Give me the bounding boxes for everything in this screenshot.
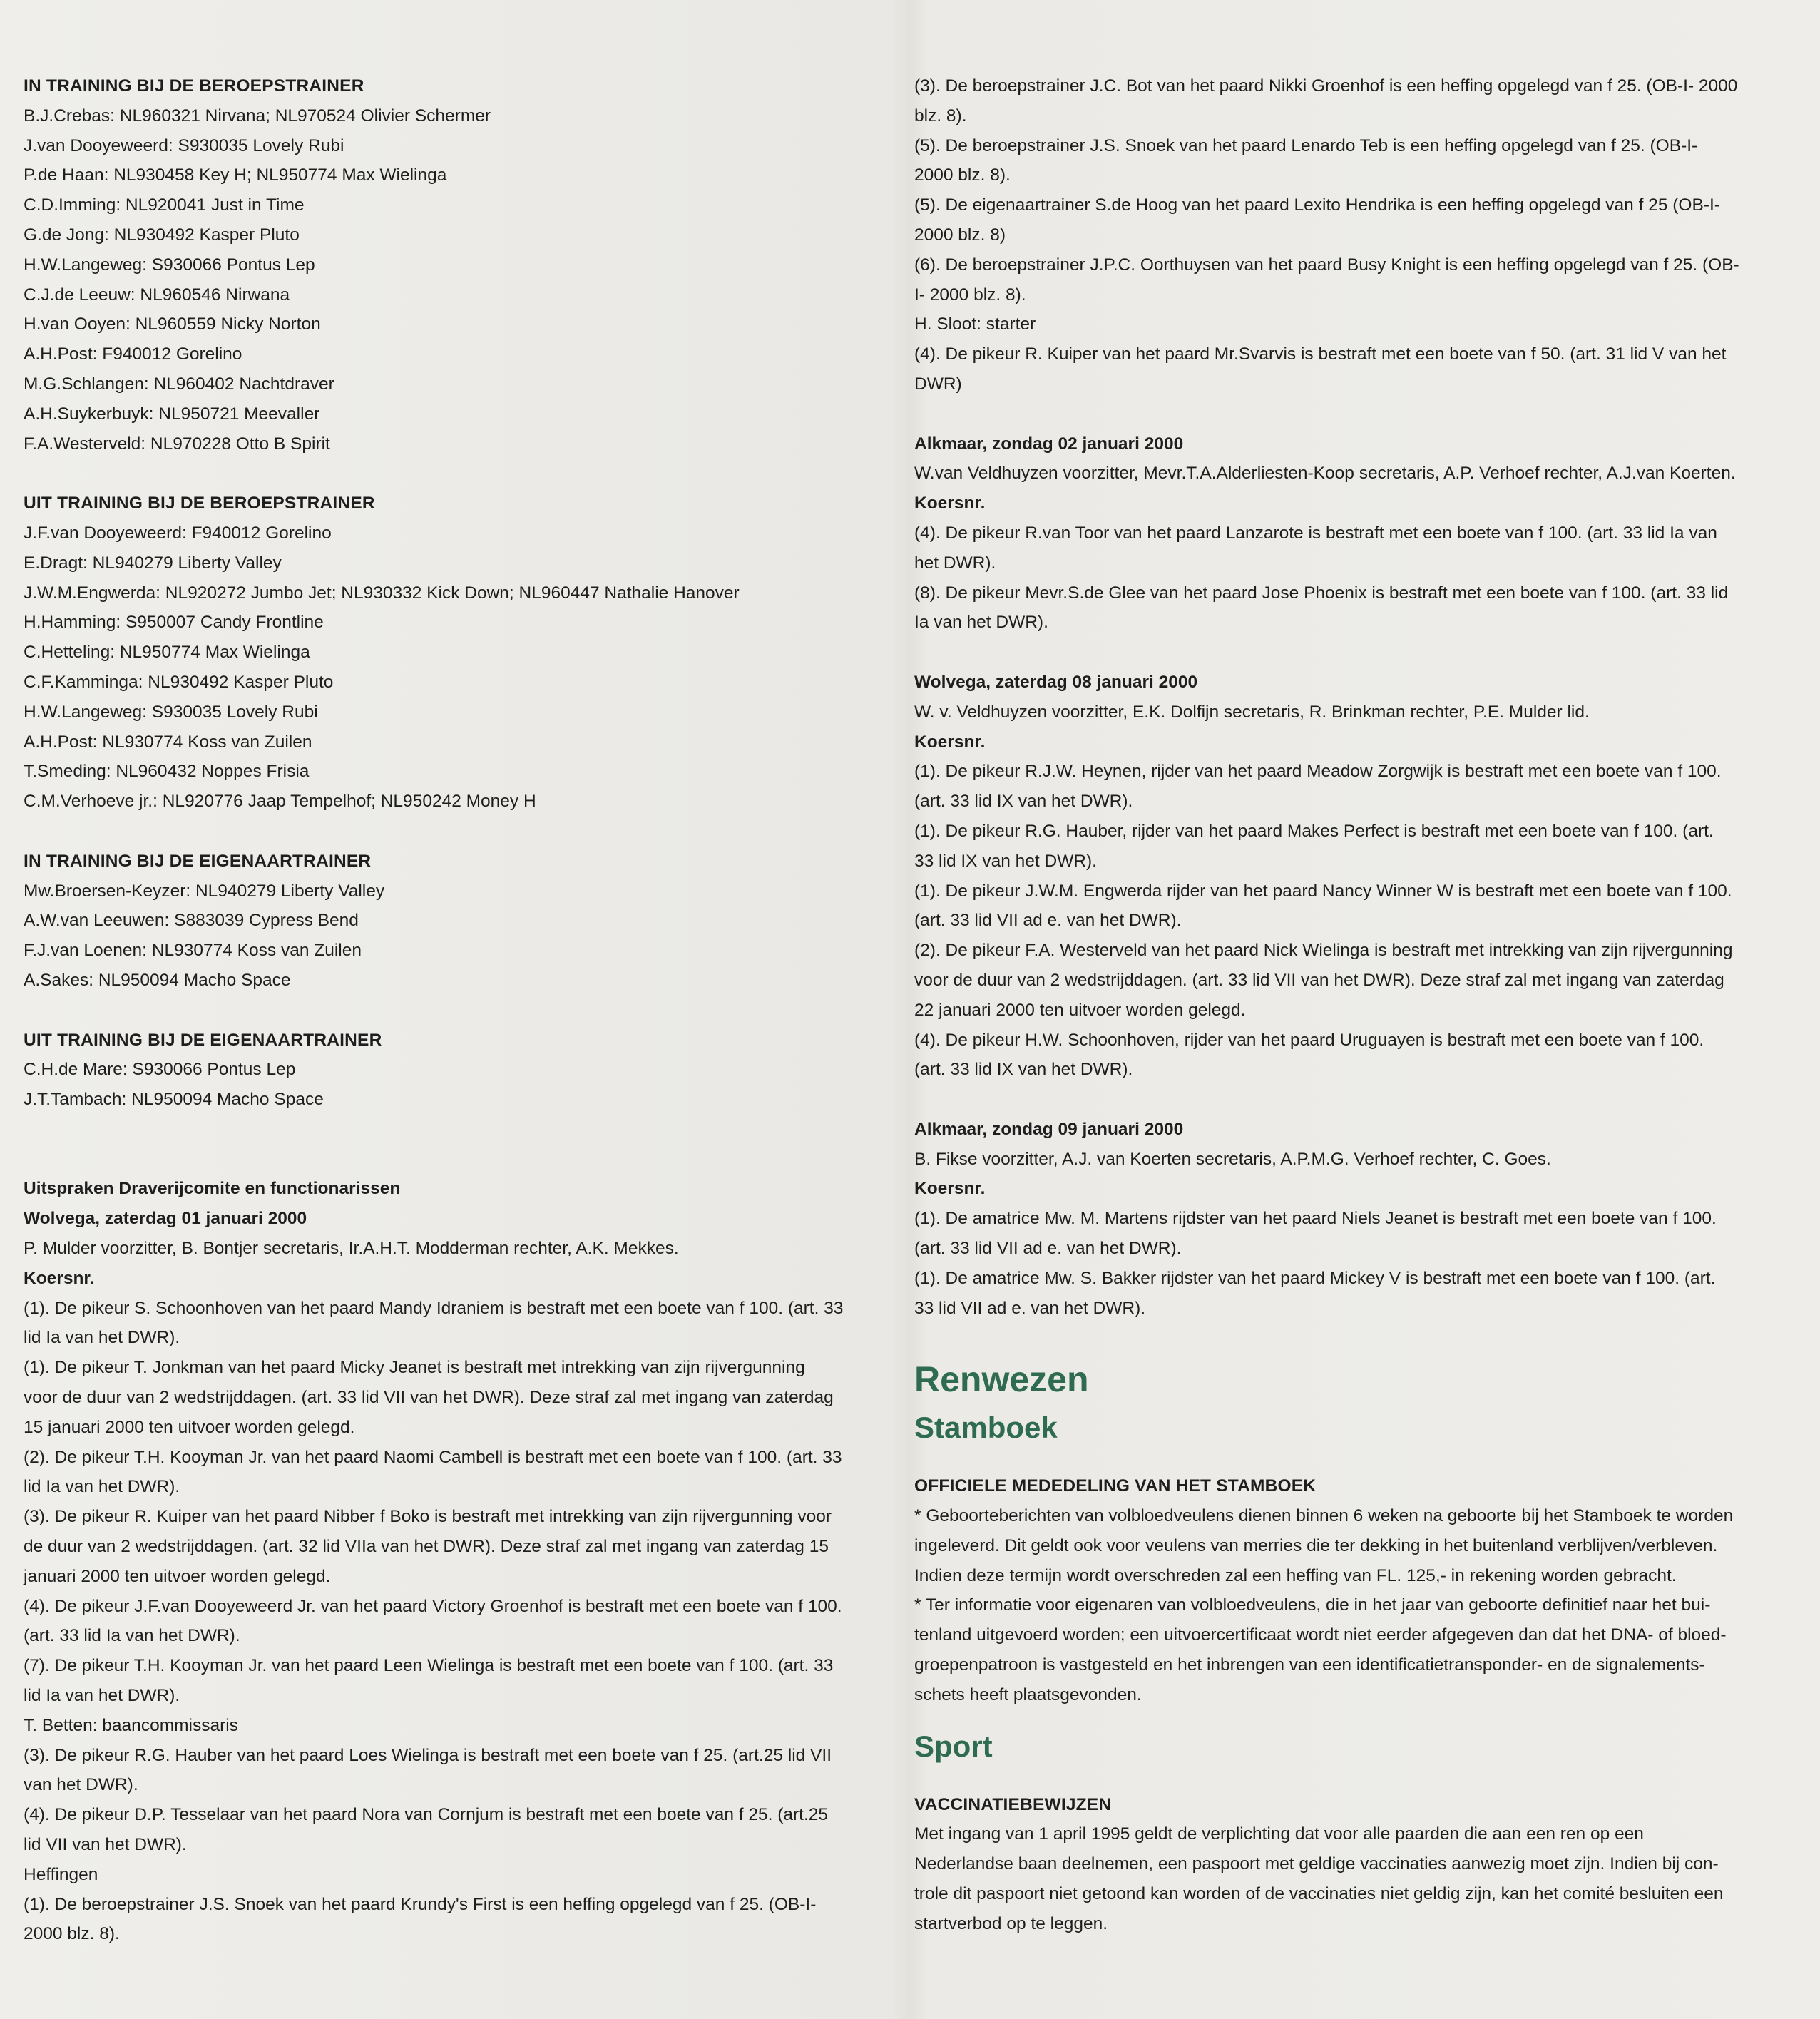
text-line: (3). De beroepstrainer J.C. Bot van het paard Nikki Groenhof is een heffing opgelegd van f 25. (OB-I- 2000: [914, 76, 1738, 96]
text-line: van het DWR).: [24, 1775, 138, 1795]
text-line: groepenpatroon is vastgesteld en het inbrengen van een identificatietransponder- en de signalements-: [914, 1655, 1705, 1675]
right-column: [914, 71, 1777, 1939]
meeting-report: [914, 1115, 1777, 1324]
text-line: Indien deze termijn wordt overschreden zal een heffing van FL. 125,- in rekening worden gebracht.: [914, 1565, 1677, 1585]
text-line: (4). De pikeur J.F.van Dooyeweerd Jr. van het paard Victory Groenhof is bestraft met een boete van f 100.: [24, 1596, 842, 1616]
sport-header: VACCINATIEBEWIJZEN: [914, 1794, 1112, 1814]
text-line: 2000 blz. 8): [914, 225, 1006, 245]
renwezen-title: Renwezen: [914, 1359, 1089, 1400]
list-item: P.de Haan: NL930458 Key H; NL950774 Max Wielinga: [24, 165, 447, 185]
list-header: UIT TRAINING BIJ DE EIGENAARTRAINER: [24, 1030, 382, 1050]
meeting-report: [914, 668, 1777, 1085]
text-line: (art. 33 lid VII ad e. van het DWR).: [914, 1239, 1182, 1259]
text-line: schets heeft plaatsgevonden.: [914, 1685, 1142, 1704]
list-item: T.Smeding: NL960432 Noppes Frisia: [24, 762, 310, 782]
text-line: ingeleverd. Dit geldt ook voor veulens van merries die ter dekking in het buitenland verblijven/verbleven.: [914, 1535, 1718, 1555]
text-line: startverbod op te leggen.: [914, 1913, 1108, 1933]
text-line: P. Mulder voorzitter, B. Bontjer secretaris, Ir.A.H.T. Modderman rechter, A.K. Mekkes.: [24, 1239, 679, 1259]
uitspraken-heading: Uitspraken Draverijcomite en functionarissen: [24, 1179, 401, 1199]
text-line: trole dit paspoort niet getoond kan worden of de vaccinaties niet geldig zijn, kan het comité besluiten een: [914, 1884, 1724, 1904]
text-line: (1). De pikeur S. Schoonhoven van het paard Mandy Idraniem is bestraft met een boete van f 100. (art. 33: [24, 1298, 844, 1318]
trainer-list: [24, 489, 890, 817]
list-header: UIT TRAINING BIJ DE BEROEPSTRAINER: [24, 494, 375, 513]
koersnr-label: Koersnr.: [914, 1179, 986, 1199]
text-line: (4). De pikeur H.W. Schoonhoven, rijder van het paard Uruguayen is bestraft met een boete van f 100.: [914, 1030, 1704, 1050]
list-item: Mw.Broersen-Keyzer: NL940279 Liberty Valley: [24, 881, 385, 901]
continued-heffingen: [914, 71, 1777, 399]
text-line: T. Betten: baancommissaris: [24, 1715, 238, 1735]
text-line: lid Ia van het DWR).: [24, 1328, 180, 1348]
list-item: C.D.Imming: NL920041 Just in Time: [24, 195, 305, 215]
koersnr-label: Koersnr.: [914, 732, 986, 752]
stamboek-title: Stamboek: [914, 1411, 1058, 1445]
list-item: B.J.Crebas: NL960321 Nirvana; NL970524 Olivier Schermer: [24, 106, 491, 126]
list-item: H.W.Langeweg: S930066 Pontus Lep: [24, 255, 315, 275]
list-item: A.H.Post: NL930774 Koss van Zuilen: [24, 732, 312, 752]
text-line: 33 lid VII ad e. van het DWR).: [914, 1298, 1146, 1318]
sport-body: [914, 1819, 1777, 1938]
list-item: H.W.Langeweg: S930035 Lovely Rubi: [24, 702, 318, 722]
text-line: (2). De pikeur F.A. Westerveld van het paard Nick Wielinga is bestraft met intrekking van zijn rijvergunning: [914, 941, 1733, 961]
text-line: januari 2000 ten uitvoer worden gelegd.: [24, 1566, 331, 1586]
stamboek-body: [914, 1501, 1777, 1710]
list-item: H.Hamming: S950007 Candy Frontline: [24, 613, 324, 633]
text-line: (1). De amatrice Mw. M. Martens rijdster van het paard Niels Jeanet is bestraft met een boete van f 100.: [914, 1209, 1717, 1229]
text-line: * Ter informatie voor eigenaren van volbloedveulens, die in het jaar van geboorte definitief naar het bui-: [914, 1595, 1711, 1615]
trainer-list: [24, 71, 890, 459]
list-item: G.de Jong: NL930492 Kasper Pluto: [24, 225, 300, 245]
text-line: (5). De beroepstrainer J.S. Snoek van het paard Lenardo Teb is een heffing opgelegd van f 25. (OB-I-: [914, 136, 1698, 155]
uitspraken-section: [24, 1174, 890, 1949]
text-line: lid Ia van het DWR).: [24, 1477, 180, 1497]
text-line: tenland uitgevoerd worden; een uitvoercertificaat wordt niet eerder afgegeven dan dat het DNA- of bloed-: [914, 1625, 1727, 1645]
list-item: J.W.M.Engwerda: NL920272 Jumbo Jet; NL930332 Kick Down; NL960447 Nathalie Hanover: [24, 583, 740, 603]
sport-title: Sport: [914, 1729, 993, 1763]
text-line: H. Sloot: starter: [914, 315, 1036, 334]
meeting-title: Alkmaar, zondag 02 januari 2000: [914, 434, 1184, 454]
left-column: [24, 71, 890, 1949]
text-line: (1). De pikeur R.G. Hauber, rijder van het paard Makes Perfect is bestraft met een boete van f 100. (art.: [914, 821, 1714, 841]
text-line: (4). De pikeur R.van Toor van het paard Lanzarote is bestraft met een boete van f 100. (art. 33 lid Ia van: [914, 523, 1717, 543]
koersnr-label: Koersnr.: [914, 494, 986, 513]
stamboek-header: OFFICIELE MEDEDELING VAN HET STAMBOEK: [914, 1476, 1317, 1496]
text-line: * Geboorteberichten van volbloedveulens dienen binnen 6 weken na geboorte bij het Stamboek te worden: [914, 1506, 1734, 1526]
list-item: C.J.de Leeuw: NL960546 Nirwana: [24, 285, 290, 305]
text-line: DWR): [914, 374, 962, 394]
text-line: 2000 blz. 8).: [24, 1924, 120, 1944]
text-line: (1). De beroepstrainer J.S. Snoek van het paard Krundy's First is een heffing opgelegd van f 25. (OB-I-: [24, 1894, 817, 1914]
list-item: C.M.Verhoeve jr.: NL920776 Jaap Tempelhof; NL950242 Money H: [24, 792, 536, 812]
text-line: (art. 33 lid VII ad e. van het DWR).: [914, 911, 1182, 931]
list-item: C.Hetteling: NL950774 Max Wielinga: [24, 643, 310, 663]
list-item: J.van Dooyeweerd: S930035 Lovely Rubi: [24, 136, 344, 155]
meeting-officials: B. Fikse voorzitter, A.J. van Koerten secretaris, A.P.M.G. Verhoef rechter, C. Goes.: [914, 1149, 1551, 1169]
trainer-lists: [24, 71, 890, 1115]
list-header: IN TRAINING BIJ DE EIGENAARTRAINER: [24, 851, 372, 871]
text-line: (1). De pikeur J.W.M. Engwerda rijder van het paard Nancy Winner W is bestraft met een boete van f 100.: [914, 881, 1732, 901]
text-line: Ia van het DWR).: [914, 613, 1048, 633]
text-line: (3). De pikeur R.G. Hauber van het paard Loes Wielinga is bestraft met een boete van f 25. (art.25 lid VII: [24, 1745, 832, 1765]
text-line: (3). De pikeur R. Kuiper van het paard Nibber f Boko is bestraft met intrekking van zijn rijvergunning voor: [24, 1507, 832, 1527]
text-line: het DWR).: [914, 553, 996, 573]
text-line: 2000 blz. 8).: [914, 165, 1011, 185]
meeting-title: Wolvega, zaterdag 08 januari 2000: [914, 672, 1198, 692]
text-line: blz. 8).: [914, 106, 967, 126]
text-line: 22 januari 2000 ten uitvoer worden gelegd.: [914, 1000, 1246, 1020]
text-line: (7). De pikeur T.H. Kooyman Jr. van het paard Leen Wielinga is bestraft met een boete van f 100. (art. 33: [24, 1656, 834, 1676]
list-header: IN TRAINING BIJ DE BEROEPSTRAINER: [24, 76, 364, 96]
text-line: (art. 33 lid IX van het DWR).: [914, 792, 1133, 812]
text-line: 15 januari 2000 ten uitvoer worden gelegd.: [24, 1417, 355, 1437]
heffingen-continued: [914, 71, 1777, 399]
text-line: Heffingen: [24, 1864, 98, 1884]
list-item: F.J.van Loenen: NL930774 Koss van Zuilen: [24, 941, 362, 961]
list-item: C.H.de Mare: S930066 Pontus Lep: [24, 1060, 296, 1080]
text-line: (art. 33 lid IX van het DWR).: [914, 1060, 1133, 1080]
list-item: A.H.Post: F940012 Gorelino: [24, 344, 242, 364]
text-line: (4). De pikeur R. Kuiper van het paard Mr.Svarvis is bestraft met een boete van f 50. (art. 31 lid V van het: [914, 344, 1727, 364]
list-item: H.van Ooyen: NL960559 Nicky Norton: [24, 315, 321, 334]
list-item: A.Sakes: NL950094 Macho Space: [24, 970, 291, 990]
text-line: (1). De amatrice Mw. S. Bakker rijdster van het paard Mickey V is bestraft met een boete van f 100. (art.: [914, 1268, 1716, 1288]
renwezen-section: [914, 1353, 1777, 1938]
meeting-title: Alkmaar, zondag 09 januari 2000: [914, 1119, 1184, 1139]
uitspraken-body: [24, 1234, 890, 1949]
list-item: A.W.van Leeuwen: S883039 Cypress Bend: [24, 911, 359, 931]
text-line: (1). De pikeur T. Jonkman van het paard Micky Jeanet is bestraft met intrekking van zijn rijvergunning: [24, 1358, 805, 1378]
text-line: Met ingang van 1 april 1995 geldt de verplichting dat voor alle paarden die aan een ren op een: [914, 1824, 1644, 1844]
text-line: I- 2000 blz. 8).: [914, 285, 1026, 305]
meeting-officials: W.van Veldhuyzen voorzitter, Mevr.T.A.Alderliesten-Koop secretaris, A.P. Verhoef rechter, A.J.van Koerten.: [914, 464, 1736, 484]
text-line: (6). De beroepstrainer J.P.C. Oorthuysen van het paard Busy Knight is een heffing opgelegd van f 25. (OB-: [914, 255, 1739, 275]
text-line: (2). De pikeur T.H. Kooyman Jr. van het paard Naomi Cambell is bestraft met een boete van f 100. (art. 33: [24, 1447, 842, 1467]
meeting-report: [914, 429, 1777, 638]
text-line: lid Ia van het DWR).: [24, 1686, 180, 1706]
text-line: de duur van 2 wedstrijddagen. (art. 32 lid VIIa van het DWR). Deze straf zal met ingang van zaterdag 15: [24, 1537, 829, 1557]
list-item: J.F.van Dooyeweerd: F940012 Gorelino: [24, 523, 332, 543]
list-item: A.H.Suykerbuyk: NL950721 Meevaller: [24, 404, 320, 424]
trainer-list: [24, 847, 890, 996]
text-line: voor de duur van 2 wedstrijddagen. (art. 33 lid VII van het DWR). Deze straf zal met ingang van zaterdag: [914, 970, 1724, 990]
list-item: M.G.Schlangen: NL960402 Nachtdraver: [24, 374, 334, 394]
meeting-title: Wolvega, zaterdag 01 januari 2000: [24, 1209, 307, 1229]
text-line: 33 lid IX van het DWR).: [914, 851, 1097, 871]
text-line: (1). De pikeur R.J.W. Heynen, rijder van het paard Meadow Zorgwijk is bestraft met een boete van f 100.: [914, 762, 1722, 782]
text-line: lid VII van het DWR).: [24, 1835, 187, 1855]
text-line: (art. 33 lid Ia van het DWR).: [24, 1626, 240, 1646]
text-line: (8). De pikeur Mevr.S.de Glee van het paard Jose Phoenix is bestraft met een boete van f 100. (art. 33 lid: [914, 583, 1729, 603]
text-line: voor de duur van 2 wedstrijddagen. (art. 33 lid VII van het DWR). Deze straf zal met ingang van zaterdag: [24, 1388, 834, 1408]
text-line: (5). De eigenaartrainer S.de Hoog van het paard Lexito Hendrika is een heffing opgelegd van f 25 (OB-I-: [914, 195, 1720, 215]
list-item: J.T.Tambach: NL950094 Macho Space: [24, 1090, 324, 1110]
text-line: Koersnr.: [24, 1268, 95, 1288]
list-item: F.A.Westerveld: NL970228 Otto B Spirit: [24, 434, 330, 454]
list-item: C.F.Kamminga: NL930492 Kasper Pluto: [24, 672, 334, 692]
trainer-list: [24, 1026, 890, 1115]
list-item: E.Dragt: NL940279 Liberty Valley: [24, 553, 282, 573]
meeting-officials: W. v. Veldhuyzen voorzitter, E.K. Dolfijn secretaris, R. Brinkman rechter, P.E. Mulder lid.: [914, 702, 1590, 722]
text-line: (4). De pikeur D.P. Tesselaar van het paard Nora van Cornjum is bestraft met een boete van f 25. (art.25: [24, 1805, 829, 1825]
text-line: Nederlandse baan deelnemen, een paspoort met geldige vaccinaties aanwezig moet zijn. Indien bij con-: [914, 1854, 1719, 1874]
meeting-reports: [914, 429, 1777, 1324]
